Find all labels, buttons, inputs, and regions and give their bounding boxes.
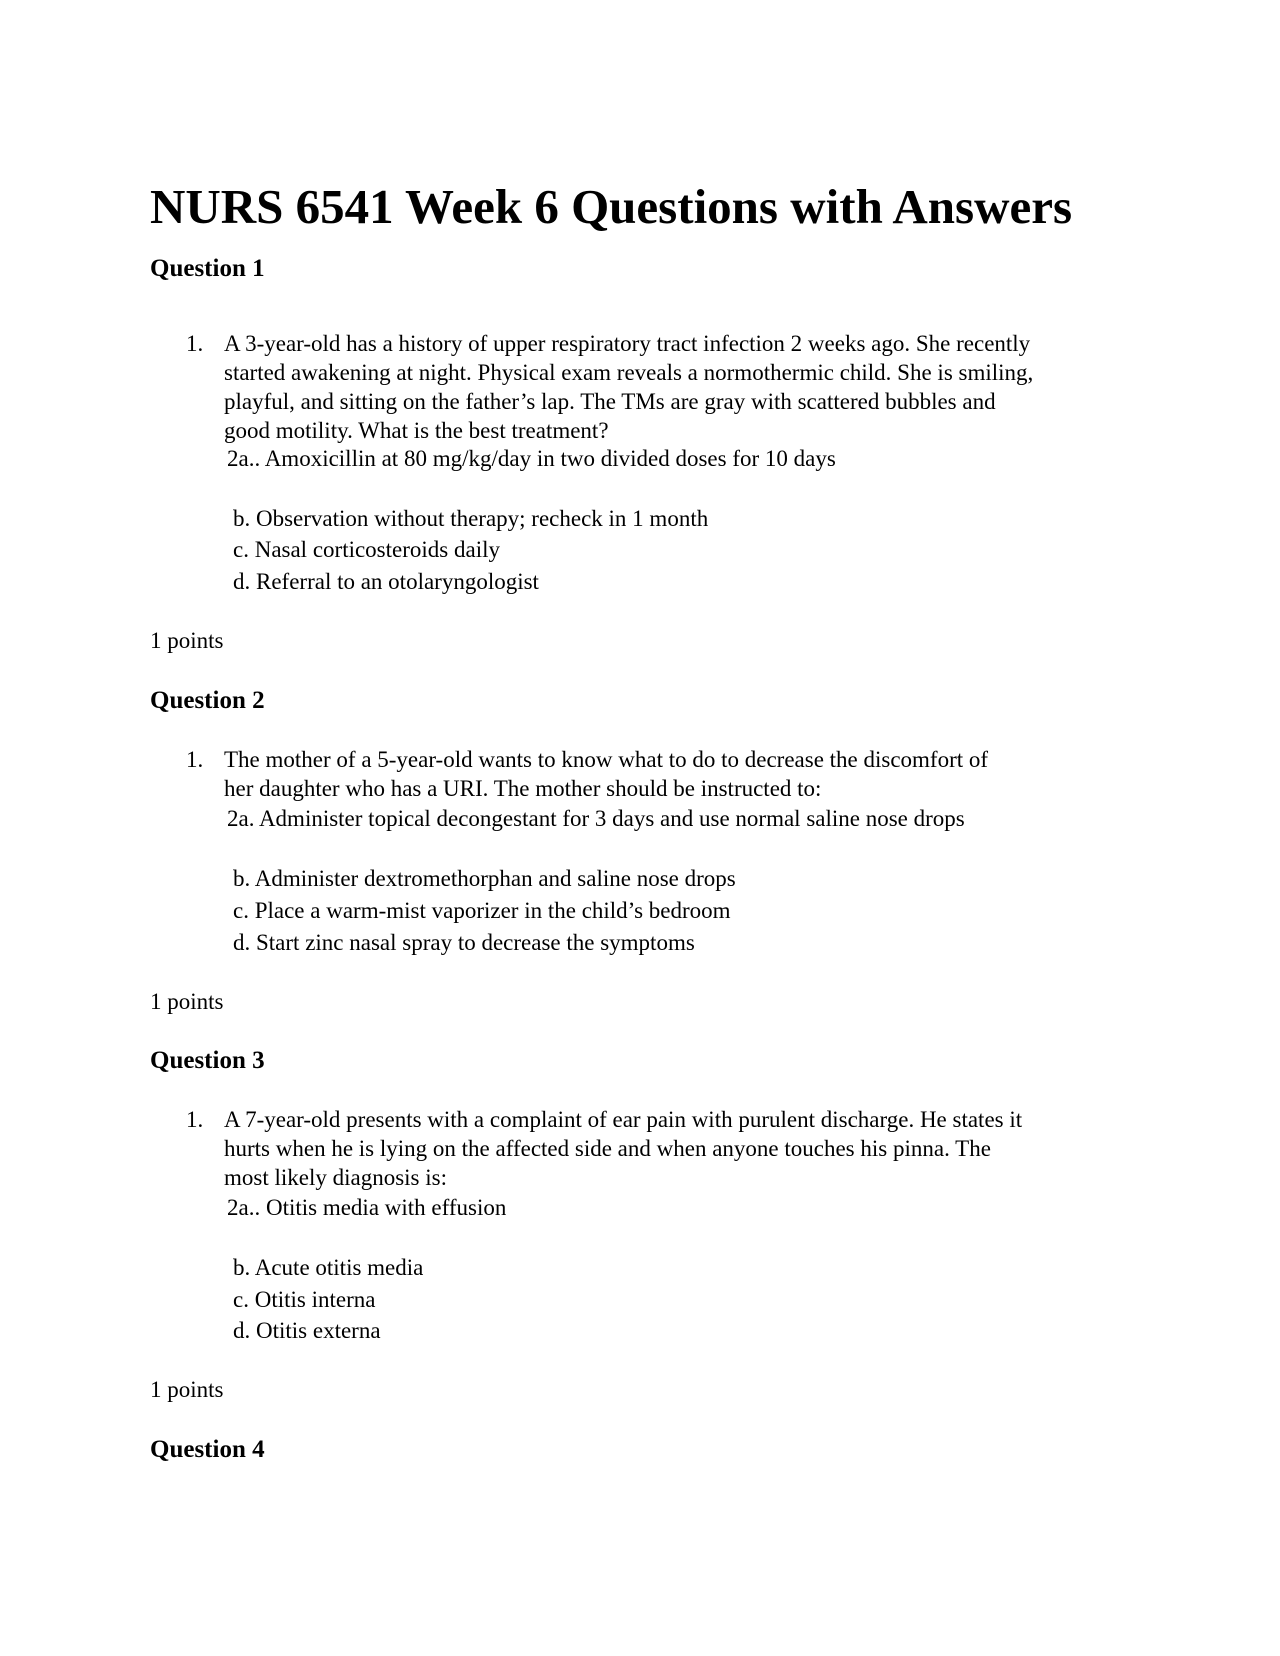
question-2-option-c: c. Place a warm-mist vaporizer in the child’s bedroom	[233, 898, 731, 923]
question-2-stem-line: her daughter who has a URI. The mother should be instructed to:	[224, 776, 822, 801]
question-2-stem	[224, 745, 1124, 803]
question-2-number: 1.	[186, 747, 204, 772]
question-2-points: 1 points	[150, 989, 224, 1014]
question-1-stem	[224, 329, 1124, 445]
question-2-option-d: d. Start zinc nasal spray to decrease the symptoms	[233, 930, 695, 955]
question-1-option-a: 2a.. Amoxicillin at 80 mg/kg/day in two divided doses for 10 days	[227, 446, 836, 471]
question-3-stem	[224, 1105, 1124, 1192]
question-1-option-b: b. Observation without therapy; recheck in 1 month	[233, 506, 709, 531]
question-2-option-a: 2a. Administer topical decongestant for 3 days and use normal saline nose drops	[227, 806, 965, 831]
question-1-stem-line: good motility. What is the best treatment?	[224, 418, 609, 443]
question-3-number: 1.	[186, 1107, 204, 1132]
question-1-stem-line: A 3-year-old has a history of upper respiratory tract infection 2 weeks ago. She recently	[224, 331, 1031, 356]
question-3-option-c: c. Otitis interna	[233, 1287, 376, 1312]
question-2-stem-line: The mother of a 5-year-old wants to know what to do to decrease the discomfort of	[224, 747, 989, 772]
document-title: NURS 6541 Week 6 Questions with Answers	[150, 179, 1073, 234]
question-3-option-a: 2a.. Otitis media with effusion	[227, 1195, 507, 1220]
question-4-heading: Question 4	[150, 1436, 265, 1463]
question-1-stem-line: started awakening at night. Physical exam reveals a normothermic child. She is smiling,	[224, 360, 1034, 385]
question-1-option-c: c. Nasal corticosteroids daily	[233, 537, 500, 562]
question-1-number: 1.	[186, 331, 204, 356]
question-3-stem-line: most likely diagnosis is:	[224, 1165, 447, 1190]
question-2-option-b: b. Administer dextromethorphan and saline nose drops	[233, 866, 736, 891]
question-1-stem-line: playful, and sitting on the father’s lap. The TMs are gray with scattered bubbles and	[224, 389, 996, 414]
question-3-stem-line: A 7-year-old presents with a complaint of ear pain with purulent discharge. He states it	[224, 1107, 1023, 1132]
question-1-option-d: d. Referral to an otolaryngologist	[233, 569, 539, 594]
question-3-option-b: b. Acute otitis media	[233, 1255, 424, 1280]
question-3-option-d: d. Otitis externa	[233, 1318, 381, 1343]
question-2-heading: Question 2	[150, 687, 265, 714]
question-3-stem-line: hurts when he is lying on the affected side and when anyone touches his pinna. The	[224, 1136, 991, 1161]
question-3-heading: Question 3	[150, 1047, 265, 1074]
question-1-heading: Question 1	[150, 255, 265, 282]
question-3-points: 1 points	[150, 1377, 224, 1402]
question-1-points: 1 points	[150, 628, 224, 653]
